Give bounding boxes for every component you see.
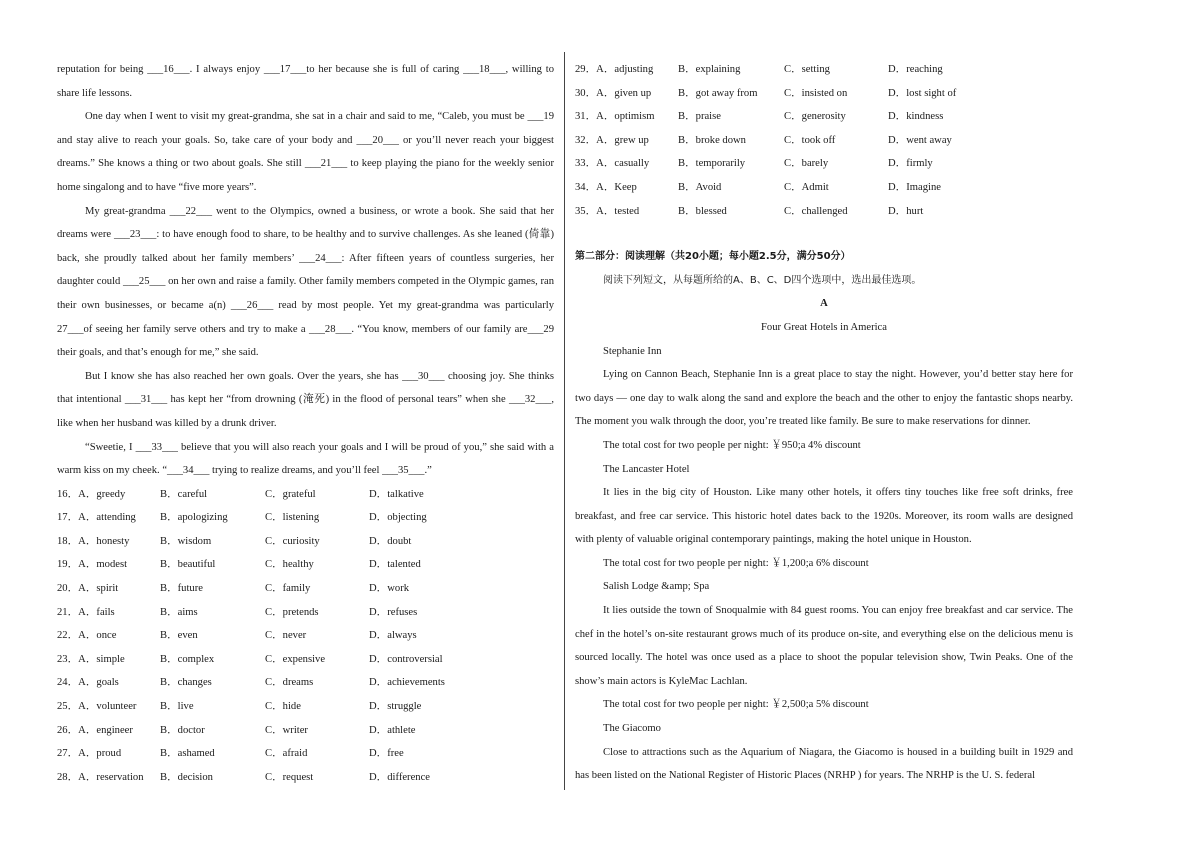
question-row [575,58,1073,82]
question-option: C．family [265,583,311,595]
question-option: 25．A．volunteer [57,701,137,713]
question-row [57,577,554,601]
hotel-cost: The total cost for two people per night: ￥2,500;a 5% discount [603,699,869,711]
question-option: 30．A．given up [575,87,652,99]
question-option: C．writer [265,724,308,736]
question-option: C．curiosity [265,535,320,547]
hotel-cost: The total cost for two people per night: ￥950;a 4% discount [603,439,861,451]
question-option: 24．A．goals [57,677,119,689]
left-column [57,58,554,789]
question-option: C．generosity [784,111,846,123]
section-instruction: 阅读下列短文，从每题所给的A、B、C、D四个选项中，选出最佳选项。 [603,274,922,286]
hotel-description: It lies in the big city of Houston. Like many other hotels, it offers tiny touches like free soft drinks, free breakfast, and free car service. This historic hotel dates back to the 1920s. Moreover, its room walls are designed with plenty of valuable original contemporary paintings, making the hotel unique in Houston. [575,487,1073,546]
question-option: D．talkative [369,488,424,500]
question-row [575,82,1073,106]
question-option: 20．A．spirit [57,583,119,595]
question-option: 32．A．grew up [575,134,649,146]
question-row [575,176,1073,200]
question-option: D．reaching [888,64,943,75]
question-option: C．insisted on [784,87,848,99]
question-option: B．apologizing [160,512,228,524]
question-option: C．took off [784,134,836,146]
hotel-name: The Lancaster Hotel [603,463,690,475]
question-option: D．objecting [369,512,427,524]
question-option: B．changes [160,677,212,689]
question-option: 27．A．proud [57,748,122,760]
hotel-name: Stephanie Inn [603,345,662,357]
question-option: D．athlete [369,724,416,736]
question-row [57,695,554,719]
question-option: B．doctor [160,724,205,736]
question-row [57,624,554,648]
right-column [575,58,1073,788]
question-option: B．ashamed [160,748,215,760]
question-option: C．hide [265,701,301,713]
passage-title: Four Great Hotels in America [761,321,887,333]
hotel-name: Salish Lodge &amp; Spa [603,581,710,593]
question-option: B．blessed [678,205,727,217]
passage-paragraph: But I know she has also reached her own goals. Over the years, she has ___30___ choosing joy. She thinks that intentional ___31___ has kept her “from drowning (淹死) in the flood of personal tears” when she ___32___, like when her husband was killed by a drunk driver. [57,370,554,429]
hotel-description: Close to attractions such as the Aquarium of Niagara, the Giacomo is housed in a building built in 1929 and has been listed on the National Register of Historic Places (NRHP ) for years. The NRHP is the U. S. federal [575,746,1073,782]
question-row [575,129,1073,153]
question-option: 29．A．adjusting [575,64,654,75]
question-row [57,506,554,530]
question-option: D．refuses [369,606,418,618]
section-title: 第二部分：阅读理解（共20小题；每小题2.5分，满分50分） [575,251,851,263]
question-option: B．careful [160,488,208,500]
question-option: 18．A．honesty [57,535,130,547]
question-option: D．kindness [888,111,944,123]
hotel-description: It lies outside the town of Snoqualmie with 84 guest rooms. You can enjoy free breakfast and car service. The chef in the hotel’s on-site restaurant grows much of its produce on-site, and everything else on the delicious menu is sourced locally. The hotel was once used as a place to shoot the popular television show, Twin Peaks. One of the show’s main actors is KyleMac Lachlan. [575,605,1073,687]
question-option: 23．A．simple [57,653,125,665]
question-row [57,601,554,625]
question-option: B．even [160,630,198,642]
question-option: D．doubt [369,535,412,547]
question-option: C．expensive [265,653,326,665]
question-option: D．controversial [369,653,443,665]
question-option: B．complex [160,653,215,665]
hotel-name: The Giacomo [603,723,661,735]
question-option: B．wisdom [160,535,212,547]
question-option: 19．A．modest [57,559,128,571]
question-option: 34．A．Keep [575,181,637,193]
spacer [575,223,1073,234]
question-option: C．barely [784,158,829,170]
question-option: C．Admit [784,181,829,193]
question-option: C．setting [784,64,830,75]
question-option: B．live [160,701,194,713]
question-option: 16．A．greedy [57,488,126,500]
question-option: C．pretends [265,606,319,618]
passage-paragraph: My great-grandma ___22___ went to the Olympics, owned a business, or wrote a book. She said that her dreams were ___23___: to have enough food to share, to be healthy and to survive challenges. As she leaned (倚靠) back, she proudly talked about her family members’ ___24___: After fifteen years of countless surgeries, her daughter could ___25___ on her own and raise a family. Other family members competed in the Olympic games, ran their own businesses, or became a(n) ___26___ read by most people. Yet my great-grandma was particularly 27___of seeing her family serve others and try to make a ___28___. “You know, members of our family are___29 their goals, and that’s enough for me,” she said. [57,205,554,359]
question-option: B．future [160,583,203,595]
question-option: 22．A．once [57,630,117,642]
question-option: 33．A．casually [575,158,650,170]
question-row [57,719,554,743]
question-option: D．work [369,583,410,595]
question-option: D．difference [369,771,430,783]
question-option: D．struggle [369,701,422,713]
question-row [57,671,554,695]
question-option: 35．A．tested [575,205,640,217]
question-option: B．Avoid [678,181,722,193]
passage-letter: A [820,298,828,310]
question-option: D．hurt [888,205,924,217]
question-option: D．talented [369,559,421,571]
question-option: D．Imagine [888,181,941,193]
question-row [57,483,554,507]
question-option: D．free [369,748,404,760]
question-row [575,200,1073,224]
question-option: B．broke down [678,134,746,146]
question-option: B．temporarily [678,158,746,170]
question-option: 26．A．engineer [57,724,133,736]
question-row [575,152,1073,176]
question-row [57,530,554,554]
question-option: D．achievements [369,677,445,689]
question-option: C．afraid [265,748,308,760]
question-row [57,648,554,672]
question-option: 31．A．optimism [575,111,655,123]
question-option: C．healthy [265,559,314,571]
question-option: C．never [265,630,307,642]
question-option: D．firmly [888,158,933,170]
question-row [57,766,554,790]
question-option: 21．A．fails [57,606,115,618]
question-option: B．got away from [678,87,758,99]
question-option: 28．A．reservation [57,771,144,783]
question-option: D．lost sight of [888,87,957,99]
column-divider [564,52,565,790]
passage-paragraph: reputation for being ___16___. I always enjoy ___17___to her because she is full of caring ___18___, willing to share life lessons. [57,64,554,99]
question-option: B．explaining [678,64,741,75]
question-option: C．challenged [784,205,848,217]
hotel-list [575,340,1073,788]
question-option: D．went away [888,134,952,146]
question-option: B．decision [160,771,213,783]
hotel-description: Lying on Cannon Beach, Stephanie Inn is a great place to stay the night. However, you’d better stay here for two days — one day to walk along the sand and explore the beach and the other to enjoy the fantastic shops nearby. The moment you walk through the door, you’re treated like family. Be sure to make reservations for dinner. [575,369,1073,428]
question-option: B．aims [160,606,198,618]
cloze-passage [57,58,554,483]
passage-paragraph: “Sweetie, I ___33___ believe that you will also reach your goals and I will be proud of you,” she said with a warm kiss on my cheek. “___34___ trying to realize dreams, and you’ll feel ___35___.” [57,441,554,477]
question-row [57,553,554,577]
question-option: C．listening [265,512,320,524]
question-option: B．praise [678,111,721,123]
cloze-options-left [57,483,554,790]
question-row [57,742,554,766]
cloze-options-right [575,58,1073,223]
question-option: C．dreams [265,677,314,689]
question-option: C．request [265,771,314,783]
passage-paragraph: One day when I went to visit my great-grandma, she sat in a chair and said to me, “Caleb, you must be ___19 and stay alive to reach your goals. So, take care of your body and ___20___ or you’ll never reach your biggest dreams.” She knows a thing or two about goals. She still ___21___ to keep playing the piano for the weekly senior home singalong and to have “five more years”. [57,111,554,193]
question-row [575,105,1073,129]
hotel-cost: The total cost for two people per night: ￥1,200;a 6% discount [603,557,869,569]
question-option: 17．A．attending [57,512,136,524]
question-option: B．beautiful [160,559,216,571]
question-option: D．always [369,630,417,642]
question-option: C．grateful [265,488,316,500]
